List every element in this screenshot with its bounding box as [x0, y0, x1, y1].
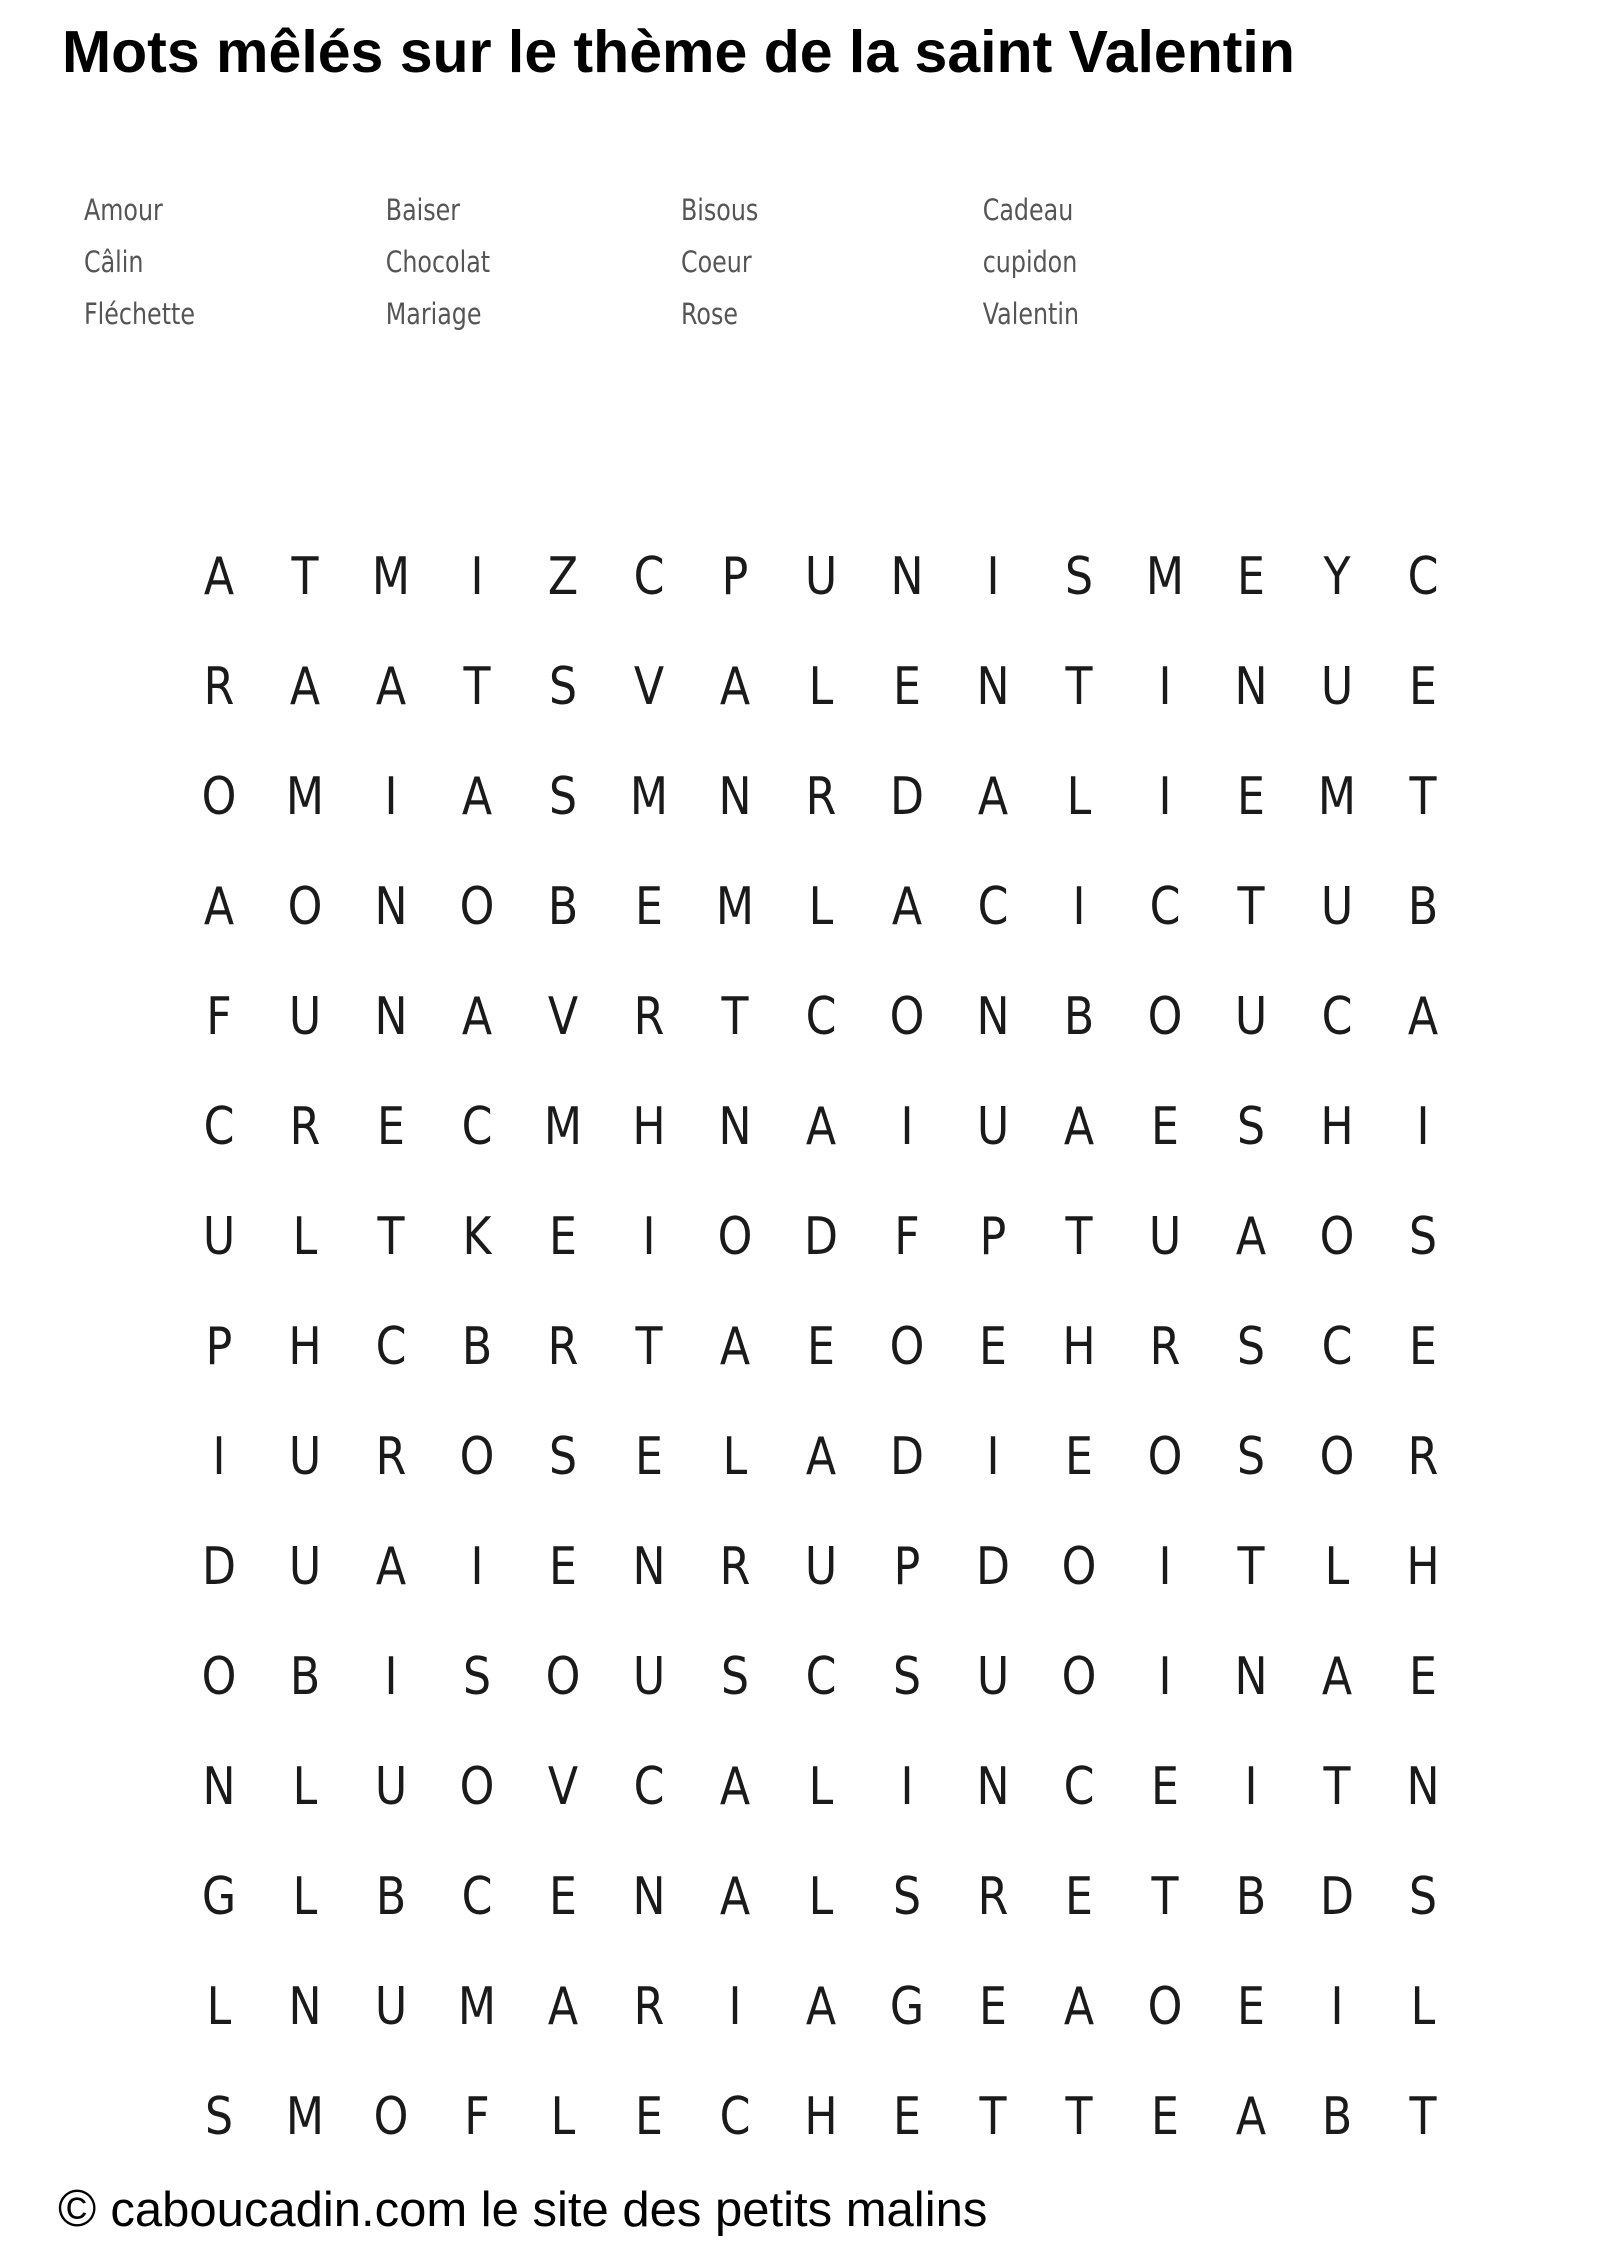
grid-letter: R	[547, 1317, 579, 1377]
grid-letter: I	[1072, 877, 1086, 937]
grid-letter: C	[375, 1317, 407, 1377]
grid-letter: E	[635, 2087, 663, 2147]
grid-letter: F	[464, 2087, 490, 2147]
grid-letter: S	[204, 2087, 234, 2147]
grid-letter: E	[549, 1207, 577, 1267]
grid-letter: I	[986, 547, 1000, 607]
grid-letter: U	[374, 1757, 408, 1817]
grid-letter: A	[203, 547, 235, 607]
grid-letter: A	[375, 1537, 407, 1597]
grid-letter: T	[1409, 2087, 1437, 2147]
grid-letter: R	[375, 1427, 407, 1487]
grid-letter: U	[202, 1207, 236, 1267]
grid-letter: E	[979, 1977, 1007, 2037]
grid-letter: I	[728, 1977, 742, 2037]
grid-letter: I	[1158, 767, 1172, 827]
grid-letter: L	[292, 1757, 318, 1817]
grid-letter: C	[1149, 877, 1181, 937]
grid-letter: D	[889, 1427, 925, 1487]
word-list-item: Amour	[84, 193, 163, 227]
word-list-item: Bisous	[680, 193, 759, 227]
grid-letter: A	[719, 1317, 751, 1377]
grid-letter: E	[807, 1317, 835, 1377]
grid-letter: E	[1409, 657, 1437, 717]
grid-letter: I	[900, 1757, 914, 1817]
grid-letter: T	[1237, 1537, 1265, 1597]
grid-letter: M	[543, 1097, 583, 1157]
grid-letter: C	[461, 1097, 493, 1157]
grid-letter: I	[986, 1427, 1000, 1487]
grid-letter: E	[549, 1537, 577, 1597]
grid-letter: H	[804, 2087, 838, 2147]
grid-letter: C	[977, 877, 1009, 937]
grid-letter: S	[1408, 1207, 1438, 1267]
grid-letter: C	[633, 1757, 665, 1817]
grid-letter: A	[1407, 987, 1439, 1047]
grid-letter: E	[1409, 1647, 1437, 1707]
grid-letter: O	[1147, 1977, 1183, 2037]
grid-letter: S	[548, 1427, 578, 1487]
grid-letter: O	[287, 877, 323, 937]
grid-letter: O	[459, 877, 495, 937]
grid-letter: A	[891, 877, 923, 937]
grid-letter: N	[374, 877, 408, 937]
word-list	[84, 184, 1216, 340]
grid-letter: U	[288, 987, 322, 1047]
grid-letter: H	[288, 1317, 322, 1377]
grid-letter: T	[979, 2087, 1007, 2147]
grid-letter: I	[470, 547, 484, 607]
grid-letter: L	[1066, 767, 1092, 827]
grid-letter: A	[1235, 1207, 1267, 1267]
grid-letter: B	[1235, 1867, 1267, 1927]
grid-letter: E	[893, 2087, 921, 2147]
grid-letter: I	[900, 1097, 914, 1157]
grid-letter: E	[1065, 1867, 1093, 1927]
copyright-icon: ©	[58, 2180, 97, 2238]
grid-letter: I	[1416, 1097, 1430, 1157]
grid-letter: H	[1320, 1097, 1354, 1157]
grid-letter: O	[459, 1757, 495, 1817]
grid-letter: T	[1409, 767, 1437, 827]
grid-letter: U	[1320, 657, 1354, 717]
grid-letter: S	[1236, 1317, 1266, 1377]
grid-letter: O	[459, 1427, 495, 1487]
grid-letter: T	[291, 547, 319, 607]
grid-letter: U	[804, 1537, 838, 1597]
grid-letter: A	[805, 1097, 837, 1157]
grid-letter: O	[1319, 1427, 1355, 1487]
grid-letter: N	[632, 1537, 666, 1597]
grid-letter: M	[371, 547, 411, 607]
grid-letter: S	[462, 1647, 492, 1707]
grid-letter: C	[1321, 987, 1353, 1047]
grid-letter: T	[635, 1317, 663, 1377]
grid-letter: R	[1407, 1427, 1439, 1487]
grid-letter: T	[1237, 877, 1265, 937]
grid-letter: A	[1063, 1097, 1095, 1157]
grid-letter: A	[203, 877, 235, 937]
grid-letter: R	[633, 1977, 665, 2037]
grid-letter: O	[1147, 987, 1183, 1047]
grid-letter: T	[1065, 1207, 1093, 1267]
grid-letter: A	[375, 657, 407, 717]
grid-letter: D	[803, 1207, 839, 1267]
grid-letter: M	[715, 877, 755, 937]
grid-letter: S	[892, 1647, 922, 1707]
grid-letter: E	[635, 877, 663, 937]
grid-letter: R	[719, 1537, 751, 1597]
grid-letter: H	[1062, 1317, 1096, 1377]
grid-letter: R	[805, 767, 837, 827]
grid-letter: U	[1234, 987, 1268, 1047]
grid-letter: B	[375, 1867, 407, 1927]
footer-text: caboucadin.com le site des petits malins	[110, 2183, 988, 2237]
grid-letter: I	[642, 1207, 656, 1267]
grid-letter: S	[1236, 1427, 1266, 1487]
grid-letter: T	[1065, 2087, 1093, 2147]
grid-letter: E	[1151, 1097, 1179, 1157]
grid-letter: O	[1147, 1427, 1183, 1487]
grid-letter: A	[805, 1427, 837, 1487]
grid-letter: C	[805, 1647, 837, 1707]
grid-letter: O	[201, 1647, 237, 1707]
grid-letter: M	[285, 2087, 325, 2147]
grid-letter: L	[808, 657, 834, 717]
grid-letter: F	[894, 1207, 920, 1267]
grid-letter: T	[721, 987, 749, 1047]
grid-letter: M	[457, 1977, 497, 2037]
grid-letter: A	[289, 657, 321, 717]
grid-letter: A	[1321, 1647, 1353, 1707]
grid-letter: C	[719, 2087, 751, 2147]
grid-letter: T	[377, 1207, 405, 1267]
grid-letter: R	[203, 657, 235, 717]
grid-letter: V	[633, 657, 665, 717]
grid-letter: O	[1061, 1647, 1097, 1707]
grid-letter: P	[893, 1537, 921, 1597]
grid-letter: M	[1145, 547, 1185, 607]
grid-letter: H	[1406, 1537, 1440, 1597]
grid-letter: B	[461, 1317, 493, 1377]
grid-letter: I	[1158, 1647, 1172, 1707]
grid-letter: B	[1321, 2087, 1353, 2147]
grid-letter: S	[1408, 1867, 1438, 1927]
grid-letter: I	[1330, 1977, 1344, 2037]
grid-letter: R	[1149, 1317, 1181, 1377]
grid-letter: N	[1234, 657, 1268, 717]
grid-letter: E	[635, 1427, 663, 1487]
grid-letter: L	[292, 1867, 318, 1927]
grid-letter: M	[1317, 767, 1357, 827]
grid-letter: N	[976, 657, 1010, 717]
grid-letter: O	[1061, 1537, 1097, 1597]
grid-letter: S	[548, 657, 578, 717]
grid-letter: N	[288, 1977, 322, 2037]
grid-letter: O	[545, 1647, 581, 1707]
word-list-item: Valentin	[982, 297, 1080, 331]
grid-letter: P	[979, 1207, 1007, 1267]
grid-letter: O	[373, 2087, 409, 2147]
grid-letter: D	[975, 1537, 1011, 1597]
grid-letter: S	[720, 1647, 750, 1707]
grid-letter: E	[1237, 1977, 1265, 2037]
grid-letter: C	[1063, 1757, 1095, 1817]
grid-letter: U	[632, 1647, 666, 1707]
grid-letter: U	[1320, 877, 1354, 937]
word-list-item: Cadeau	[982, 193, 1074, 227]
grid-letter: S	[1064, 547, 1094, 607]
grid-letter: B	[1407, 877, 1439, 937]
grid-letter: U	[288, 1427, 322, 1487]
grid-letter: L	[808, 877, 834, 937]
grid-letter: C	[461, 1867, 493, 1927]
grid-letter: E	[1237, 767, 1265, 827]
grid-letter: U	[804, 547, 838, 607]
grid-letter: T	[1151, 1867, 1179, 1927]
letter-grid	[176, 522, 1466, 2172]
page-title: Mots mêlés sur le thème de la saint Valentin	[62, 19, 1295, 85]
grid-letter: I	[1158, 1537, 1172, 1597]
grid-letter: N	[890, 547, 924, 607]
grid-letter: D	[1319, 1867, 1355, 1927]
word-list-item: Baiser	[385, 193, 461, 227]
grid-letter: N	[976, 1757, 1010, 1817]
grid-letter: N	[1406, 1757, 1440, 1817]
grid-letter: E	[1409, 1317, 1437, 1377]
grid-letter: K	[462, 1207, 492, 1267]
grid-letter: O	[1319, 1207, 1355, 1267]
grid-letter: P	[205, 1317, 233, 1377]
grid-letter: N	[1234, 1647, 1268, 1707]
footer	[58, 2176, 987, 2243]
grid-letter: C	[1407, 547, 1439, 607]
grid-letter: A	[461, 767, 493, 827]
grid-letter: A	[1235, 2087, 1267, 2147]
word-list-item: Fléchette	[84, 297, 195, 331]
grid-letter: T	[1065, 657, 1093, 717]
grid-letter: E	[1151, 1757, 1179, 1817]
grid-letter: N	[976, 987, 1010, 1047]
grid-letter: C	[1321, 1317, 1353, 1377]
grid-letter: I	[1244, 1757, 1258, 1817]
grid-letter: P	[721, 547, 749, 607]
grid-letter: E	[1237, 547, 1265, 607]
grid-letter: N	[632, 1867, 666, 1927]
grid-letter: E	[1151, 2087, 1179, 2147]
grid-letter: G	[889, 1977, 925, 2037]
grid-letter: L	[808, 1867, 834, 1927]
grid-letter: B	[1063, 987, 1095, 1047]
grid-letter: R	[977, 1867, 1009, 1927]
grid-letter: U	[288, 1537, 322, 1597]
grid-letter: A	[977, 767, 1009, 827]
grid-letter: E	[377, 1097, 405, 1157]
grid-letter: D	[889, 767, 925, 827]
grid-letter: U	[976, 1647, 1010, 1707]
word-list-item: cupidon	[982, 245, 1078, 279]
word-list-item: Chocolat	[385, 245, 491, 279]
grid-letter: B	[547, 877, 579, 937]
grid-letter: I	[384, 767, 398, 827]
grid-letter: G	[201, 1867, 237, 1927]
grid-letter: O	[889, 987, 925, 1047]
grid-letter: A	[719, 1757, 751, 1817]
grid-letter: M	[285, 767, 325, 827]
grid-letter: A	[547, 1977, 579, 2037]
grid-letter: N	[374, 987, 408, 1047]
grid-letter: A	[805, 1977, 837, 2037]
grid-letter: L	[550, 2087, 576, 2147]
grid-letter: O	[717, 1207, 753, 1267]
grid-letter: V	[547, 987, 579, 1047]
grid-letter: U	[1148, 1207, 1182, 1267]
grid-letter: M	[629, 767, 669, 827]
grid-letter: E	[893, 657, 921, 717]
grid-letter: I	[212, 1427, 226, 1487]
grid-letter: N	[718, 1097, 752, 1157]
grid-letter: S	[1236, 1097, 1266, 1157]
grid-letter: E	[979, 1317, 1007, 1377]
grid-letter: I	[1158, 657, 1172, 717]
word-list-item: Rose	[680, 297, 738, 331]
grid-letter: A	[719, 1867, 751, 1927]
grid-letter: R	[633, 987, 665, 1047]
grid-letter: C	[633, 547, 665, 607]
grid-letter: L	[292, 1207, 318, 1267]
grid-letter: T	[463, 657, 491, 717]
grid-letter: U	[374, 1977, 408, 2037]
grid-letter: A	[461, 987, 493, 1047]
grid-letter: H	[632, 1097, 666, 1157]
grid-letter: C	[203, 1097, 235, 1157]
grid-letter: L	[1324, 1537, 1350, 1597]
word-list-item: Coeur	[680, 245, 752, 279]
grid-letter: A	[719, 657, 751, 717]
grid-letter: T	[1323, 1757, 1351, 1817]
grid-letter: Z	[547, 547, 579, 607]
grid-letter: L	[722, 1427, 748, 1487]
word-list-item: Câlin	[84, 245, 144, 279]
grid-letter: R	[289, 1097, 321, 1157]
grid-letter: O	[889, 1317, 925, 1377]
grid-letter: B	[289, 1647, 321, 1707]
grid-letter: U	[976, 1097, 1010, 1157]
grid-letter: S	[548, 767, 578, 827]
grid-letter: N	[718, 767, 752, 827]
grid-letter: I	[470, 1537, 484, 1597]
word-list-item: Mariage	[385, 297, 482, 331]
grid-letter: L	[206, 1977, 232, 2037]
grid-letter: L	[808, 1757, 834, 1817]
grid-letter: Y	[1323, 547, 1351, 607]
grid-letter: O	[201, 767, 237, 827]
grid-letter: E	[549, 1867, 577, 1927]
grid-letter: N	[202, 1757, 236, 1817]
grid-letter: C	[805, 987, 837, 1047]
grid-letter: V	[547, 1757, 579, 1817]
grid-letter: E	[1065, 1427, 1093, 1487]
grid-letter: L	[1410, 1977, 1436, 2037]
grid-letter: S	[892, 1867, 922, 1927]
grid-letter: F	[206, 987, 232, 1047]
grid-letter: I	[384, 1647, 398, 1707]
grid-letter: A	[1063, 1977, 1095, 2037]
grid-letter: D	[201, 1537, 237, 1597]
